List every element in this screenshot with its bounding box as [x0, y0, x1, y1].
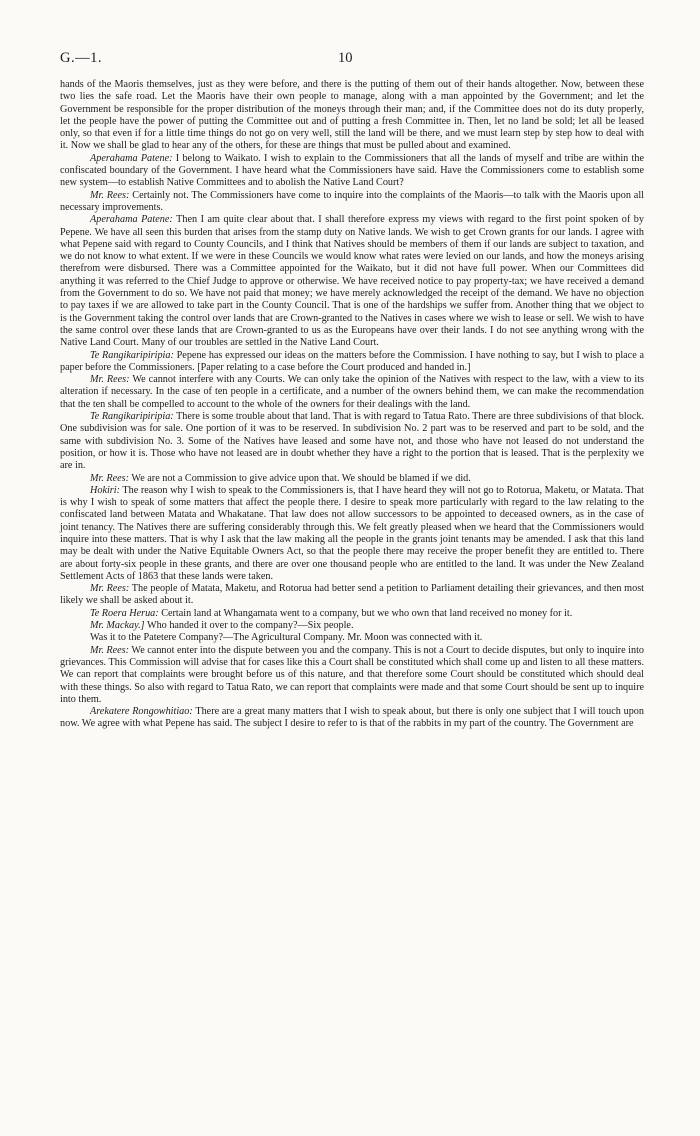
paragraph — [60, 645, 644, 706]
paragraph — [60, 411, 644, 472]
paragraph — [60, 583, 644, 608]
paragraph-text: We cannot interfere with any Courts. We can only take the opinion of the Natives with respect to the law, with a view to its alteration if necessary. In the case of ten people in a certificate, and a number of the owners behind them, we can make the recommendation that the ten shall be compelled to account to the whole of the owners for their dealings with the land. — [60, 374, 644, 410]
speaker-name: Mr. Rees: — [90, 472, 130, 484]
speaker-name: Mr. Rees: — [90, 374, 130, 386]
paragraph — [60, 374, 644, 411]
paragraph-text: Who handed it over to the company?—Six people. — [144, 620, 354, 632]
paragraph — [60, 706, 644, 731]
paragraph — [60, 153, 644, 190]
paragraph-text: Pepene has expressed our ideas on the matters before the Commission. I have nothing to say, but I wish to place a paper before the Commissioners. [Paper relating to a case before the Court produced and handed in.] — [60, 349, 644, 373]
parliamentary-paper-reference: G.—1. — [60, 50, 102, 66]
speaker-name: Aperahama Patene: — [90, 152, 173, 164]
speaker-name: Te Roera Herua: — [90, 607, 159, 619]
paragraph-text: We are not a Commission to give advice upon that. We should be blamed if we did. — [129, 472, 471, 484]
paragraph-text: The reason why I wish to speak to the Commissioners is, that I have heard they will not go to Rotorua, Maketu, or Matata. That is why I wish to speak of some matters that affect the people there. I desire to speak more particularly with regard to the law relating to the confiscated land between Matata and Whakatane. That law does not allow successors to be appointed to deceased owners, as in the case of joint tenancy. The Natives there are suffering considerably through this. We felt greatly pleased when we heard that the Commissioners would inquire into these matters. That is why I ask that the law making all the people in the grants joint tenants may be amended. I ask that this land may be dealt with under the Native Equitable Owners Act, so that the people there may receive the proper benefit they are entitled to. There are about forty-six people in these grants, and there are over one thousand people who are entitled to the land. It was under the New Zealand Settlement Acts of 1863 that these lands were taken. — [60, 484, 644, 582]
paragraph-text: I belong to Waikato. I wish to explain to the Commissioners that all the lands of myself and tribe are within the confiscated boundary of the Government. I have heard what the Commissioners have said. Have the Commissioners come to establish some new system—to establish Native Committees and to abolish the Native Land Court? — [60, 152, 644, 189]
paragraph-text: We cannot enter into the dispute between you and the company. This is not a Court to decide disputes, but only to inquire into grievances. This Commission will advise that for cases like this a Court shall be constituted which shall come up and listen to all these matters. We can report that complaints were brought before us of this nature, and that therefore some Court should be constituted which should deal with these things. So also with regard to Tatua Rato, we can report that complaints were made and that some Court should be sent up to inquire into them. — [60, 644, 644, 705]
paragraph — [60, 608, 644, 620]
paragraph — [60, 632, 644, 644]
speaker-name: Aperahama Patene: — [90, 214, 173, 226]
speaker-name: Mr. Rees: — [90, 189, 130, 201]
paragraph-text: Then I am quite clear about that. I shall therefore express my views with regard to the first point spoken of by Pepene. We have all seen this burden that arises from the stamp duty on Native lands. We wish to get Crown grants for our lands. I agree with what Pepene said with regard to County Councils, and I think that Natives should be members of them if our lands are subject to taxation, and we do not know to what extent. If we were in these Councils we would know what rates were levied on our lands, and how the moneys arising therefrom were disbursed. There was a Committee appointed for the Waikato, but it did not have full power. When our Committees did anything it was referred to the Chief Judge to approve or otherwise. We have received notice to pay property-tax; we have received a demand from the Government to do so. We have not paid that money; we have merely acknowledged the receipt of the demand. We have no objection to pay taxes if we are allowed to take part in the County Council. That is one of the hardships we suffer from. Another thing that we object to is the Government taking the control over lands that are Crown-granted to the Natives in cases where we wish to lease or sell. We wish to have the same control over these lands that are Crown-granted to us as the Europeans have over their lands. I do not see anything wrong with the Native Land Court. Many of our troubles are settled in the Native Land Court. — [60, 214, 644, 349]
paragraph — [60, 214, 644, 349]
speaker-name: Hokiri: — [90, 484, 120, 496]
paragraph-text: The people of Matata, Maketu, and Rotorua had better send a petition to Parliament detailing their grievances, and then most likely we shall be asked about it. — [60, 583, 644, 607]
paragraph-text: Certainly not. The Commissioners have come to inquire into the complaints of the Maoris—to talk with the Maoris upon all necessary improvements. — [60, 189, 644, 213]
speaker-name: Te Rangikaripiripia: — [90, 349, 174, 361]
speaker-name: Mr. Mackay.] — [90, 620, 145, 632]
paragraph-text: Certain land at Whangamata went to a company, but we who own that land received no money for it. — [158, 607, 573, 619]
page-header — [60, 50, 642, 72]
speaker-name: Arekatere Rongowhitiao: — [90, 706, 193, 718]
paragraph-text: hands of the Maoris themselves, just as they were before, and there is the putting of them out of their hands altogether. Now, between these two lies the safe road. Let the Maoris have their own people to manage, along with a man appointed by the Government; and let the Government be responsible for the proper distribution of the moneys through their man; and, if the Committee does not do its duty properly, let the people have the power of putting the Committee out and of putting a fresh Committee in. Then, let no land be sold; let all be leased only, so that even if for a little time things do not go on very well, still the land will be there, and we must learn step by step how to deal with it. Now we shall be glad to hear any of the others, for these are things that must be pulled about and examined. — [60, 79, 644, 152]
paragraph — [60, 79, 644, 153]
paragraph — [60, 473, 644, 485]
paragraph-text: There is some trouble about that land. That is with regard to Tatua Rato. There are three subdivisions of that block. One subdivision was for sale. One portion of it was to be reserved. In subdivision No. 2 part was to be reserved and part to be sold, and the same with subdivision No. 3. Some of the Natives have leased and some have not, and those who have not leased do not understand the position, or how it is. Those who have not leased are in doubt whether they have a right to the portion that is leased. That is the perplexity we are in. — [60, 411, 644, 472]
paragraph-text: There are a great many matters that I wish to speak about, but there is only one subject that I will touch upon now. We agree with what Pepene has said. The subject I desire to refer to is that of the rabbits in my part of the country. The Government are — [60, 706, 644, 730]
document-body — [60, 79, 644, 731]
speaker-name: Mr. Rees: — [90, 644, 130, 656]
page-number: 10 — [338, 50, 353, 66]
paragraph — [60, 190, 644, 215]
paragraph — [60, 485, 644, 583]
paragraph — [60, 350, 644, 375]
speaker-name: Te Rangikaripiripia: — [90, 411, 174, 423]
paragraph — [60, 620, 644, 632]
speaker-name: Mr. Rees: — [90, 583, 130, 595]
paragraph-text: Was it to the Patetere Company?—The Agricultural Company. Mr. Moon was connected with it. — [90, 632, 483, 644]
